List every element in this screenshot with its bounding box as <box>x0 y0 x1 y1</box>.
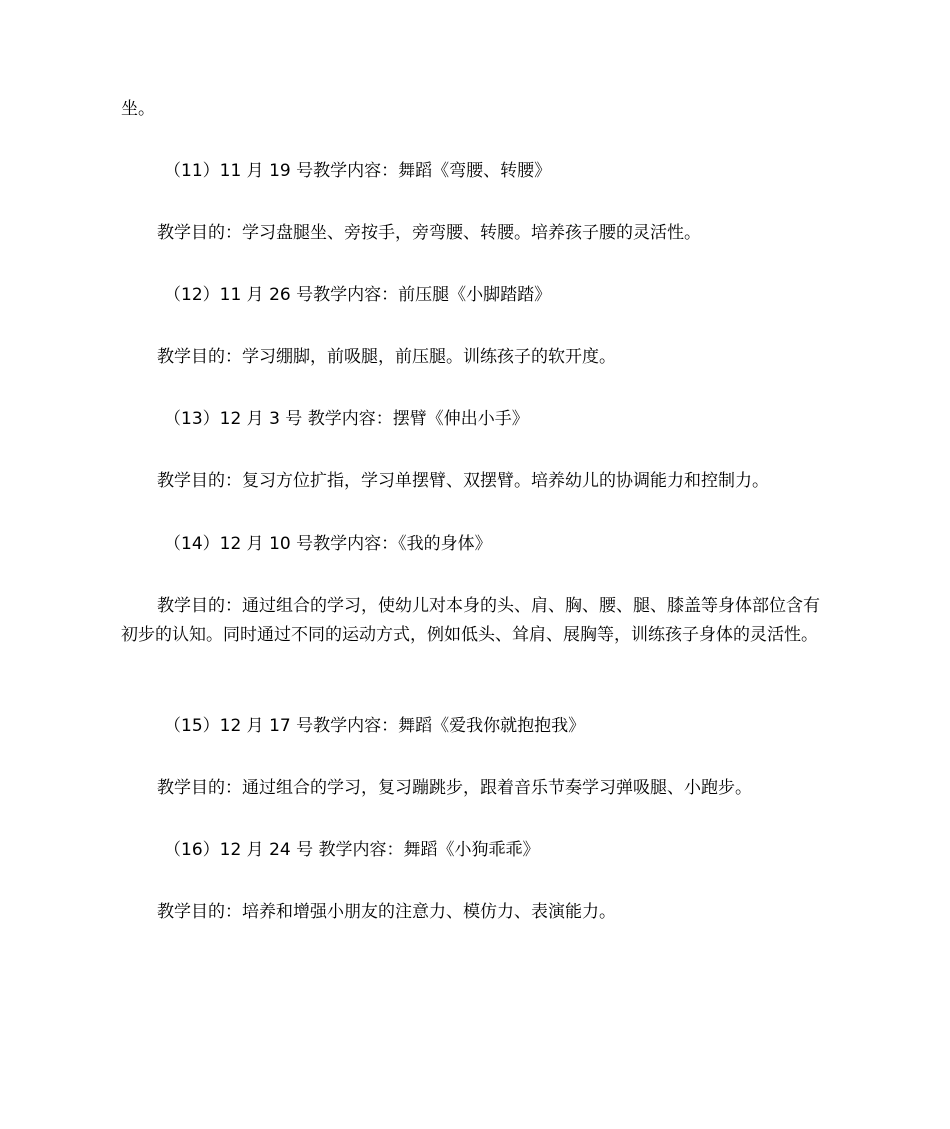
lead-text: 坐。 <box>121 99 155 119</box>
item-16-goal: 教学目的：培养和增强小朋友的注意力、模仿力、表演能力。 <box>157 902 616 922</box>
item-12-title: （12）11 月 26 号教学内容：前压腿《小脚踏踏》 <box>164 285 552 305</box>
item-12-goal: 教学目的：学习绷脚，前吸腿，前压腿。训练孩子的软开度。 <box>157 347 616 367</box>
item-13-goal: 教学目的：复习方位扩指，学习单摆臂、双摆臂。培养幼儿的协调能力和控制力。 <box>157 471 769 491</box>
item-14-title: （14）12 月 10 号教学内容：《我的身体》 <box>164 534 492 554</box>
item-15-title: （15）12 月 17 号教学内容：舞蹈《爱我你就抱抱我》 <box>164 716 586 736</box>
item-13-title: （13）12 月 3 号 教学内容：摆臂《伸出小手》 <box>164 409 529 429</box>
item-15-goal: 教学目的：通过组合的学习，复习蹦跳步，跟着音乐节奏学习弹吸腿、小跑步。 <box>157 778 752 798</box>
item-11-title: （11）11 月 19 号教学内容：舞蹈《弯腰、转腰》 <box>164 161 552 181</box>
item-14-goal: 教学目的：通过组合的学习，使幼儿对本身的头、肩、胸、腰、腿、膝盖等身体部位含有初步的认知。同时通过不同的运动方式，例如低头、耸肩、展胸等，训练孩子身体的灵活性。 <box>121 596 820 645</box>
item-16-title: （16）12 月 24 号 教学内容：舞蹈《小狗乖乖》 <box>164 840 540 860</box>
item-11-goal: 教学目的：学习盘腿坐、旁按手，旁弯腰、转腰。培养孩子腰的灵活性。 <box>157 223 701 243</box>
